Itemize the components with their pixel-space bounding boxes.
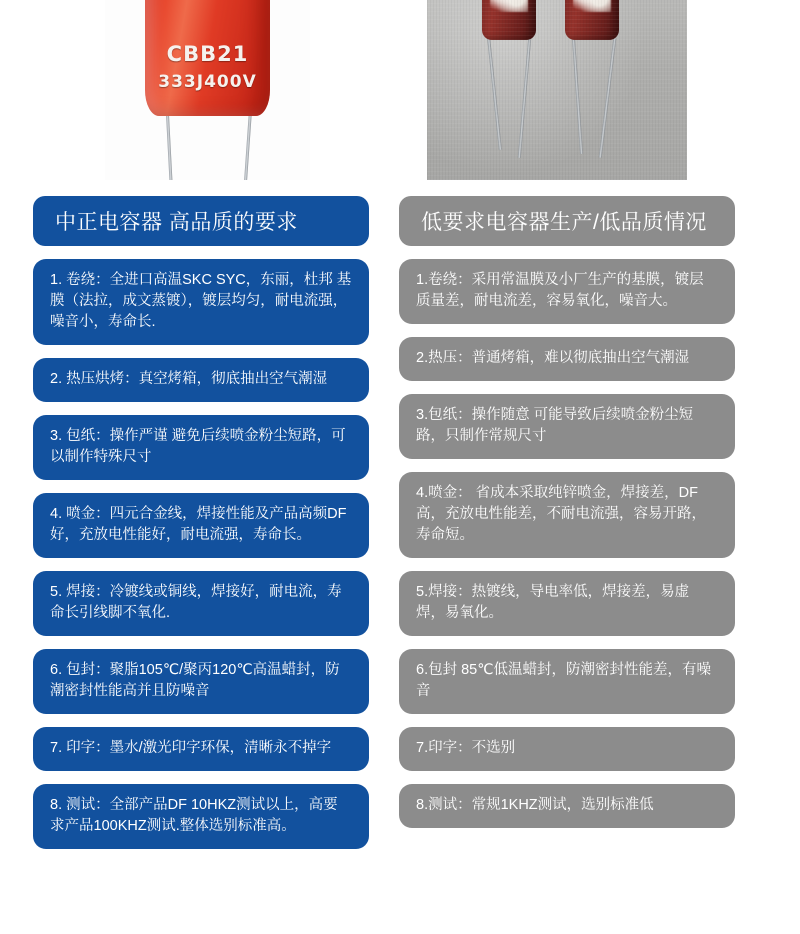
wax-blot: [573, 0, 611, 12]
list-item: 6. 包封：聚脂105℃/聚丙120℃高温蜡封，防潮密封性能高并且防噪音: [33, 649, 369, 714]
left-heading: 中正电容器 高品质的要求: [33, 196, 369, 246]
left-item-list: [33, 259, 369, 862]
list-item: 6.包封 85℃低温蜡封，防潮密封性能差，有噪音: [399, 649, 735, 714]
list-item: 2.热压：普通烤箱，难以彻底抽出空气潮湿: [399, 337, 735, 381]
dark-capacitor-body: [565, 0, 619, 40]
list-item: 4.喷金： 省成本采取纯锌喷金，焊接差，DF高，充放电性能差，不耐电流强，容易开路，寿命短。: [399, 472, 735, 558]
list-item: 8. 测试：全部产品DF 10HKZ测试以上，高要求产品100KHZ测试.整体选别标准高。: [33, 784, 369, 849]
list-item: 1.卷绕：采用常温膜及小厂生产的基膜，镀层质量差，耐电流差，容易氧化，噪音大。: [399, 259, 735, 324]
right-heading: 低要求电容器生产/低品质情况: [399, 196, 735, 246]
list-item: 5. 焊接：冷镀线或铜线，焊接好，耐电流，寿命长引线脚不氧化.: [33, 571, 369, 636]
right-item-list: [399, 259, 735, 841]
right-product-photo: [399, 0, 735, 180]
list-item: 1. 卷绕：全进口高温SKC SYC，东丽，杜邦 基膜（法拉，成文蒸镀），镀层均匀，耐电流强，噪音小，寿命长.: [33, 259, 369, 345]
left-product-photo: [33, 0, 369, 180]
left-column-high-quality: [33, 0, 369, 862]
list-item: 7. 印字：墨水/激光印字环保，清晰永不掉字: [33, 727, 369, 771]
red-capacitor-body: [145, 0, 270, 116]
list-item: 3.包纸：操作随意 可能导致后续喷金粉尘短路，只制作常规尺寸: [399, 394, 735, 459]
list-item: 4. 喷金：四元合金线，焊接性能及产品高频DF好，充放电性能好，耐电流强，寿命长。: [33, 493, 369, 558]
capacitor-lead-icon: [518, 38, 531, 158]
capacitor-lead-icon: [572, 38, 583, 154]
list-item: 7.印字：不选别: [399, 727, 735, 771]
list-item: 5.焊接：热镀线，导电率低，焊接差，易虚焊，易氧化。: [399, 571, 735, 636]
list-item: 8.测试：常规1KHZ测试，选别标准低: [399, 784, 735, 828]
capacitor-series-label: CBB21: [166, 42, 249, 66]
photo-background: [427, 0, 687, 180]
capacitor-spec-label: 333J400V: [158, 72, 257, 92]
list-item: 3. 包纸：操作严谨 避免后续喷金粉尘短路，可以制作特殊尺寸: [33, 415, 369, 480]
capacitor-lead-icon: [599, 38, 617, 157]
dark-capacitor-body: [482, 0, 536, 40]
wax-blot: [490, 0, 528, 12]
list-item: 2. 热压烘烤：真空烤箱，彻底抽出空气潮湿: [33, 358, 369, 402]
capacitor-lead-icon: [487, 38, 502, 150]
right-column-low-quality: [399, 0, 735, 862]
